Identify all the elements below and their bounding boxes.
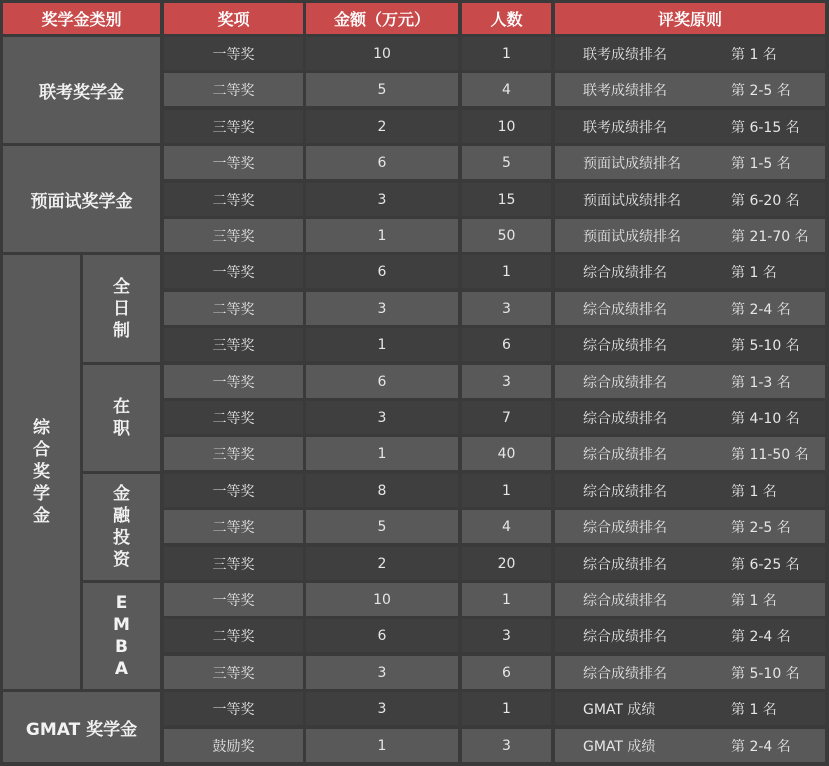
criterion-label: 联考成绩排名 bbox=[583, 119, 667, 136]
rank-label: 第 4-10 名 bbox=[731, 410, 800, 427]
criterion-label: 综合成绩排名 bbox=[583, 374, 667, 391]
award-cell: 二等奖 bbox=[164, 619, 303, 652]
amount-cell: 3 bbox=[306, 401, 458, 434]
rank-label: 第 2-5 名 bbox=[731, 519, 791, 536]
header-category: 奖学金类别 bbox=[3, 3, 160, 34]
criterion-label: GMAT 成绩 bbox=[583, 701, 656, 718]
amount-cell: 1 bbox=[306, 437, 458, 470]
criterion-label: 综合成绩排名 bbox=[583, 556, 667, 573]
criterion-cell bbox=[555, 510, 825, 543]
criterion-label: 综合成绩排名 bbox=[583, 337, 667, 354]
rank-label: 第 6-15 名 bbox=[731, 119, 800, 136]
amount-cell: 1 bbox=[306, 219, 458, 252]
criterion-label: 综合成绩排名 bbox=[583, 410, 667, 427]
amount-cell: 8 bbox=[306, 474, 458, 507]
criterion-label: 综合成绩排名 bbox=[583, 665, 667, 682]
criterion-label: 综合成绩排名 bbox=[583, 628, 667, 645]
count-cell: 1 bbox=[462, 255, 551, 288]
rank-label: 第 1 名 bbox=[731, 701, 777, 718]
group-joint-exam: 联考奖学金 bbox=[3, 37, 160, 143]
amount-cell: 6 bbox=[306, 255, 458, 288]
criterion-cell bbox=[555, 292, 825, 325]
rank-label: 第 1-5 名 bbox=[731, 155, 791, 172]
award-cell: 一等奖 bbox=[164, 692, 303, 725]
amount-cell: 3 bbox=[306, 656, 458, 689]
criterion-cell bbox=[555, 656, 825, 689]
award-cell: 一等奖 bbox=[164, 146, 303, 179]
header-amount: 金额（万元） bbox=[306, 3, 458, 34]
rank-label: 第 5-10 名 bbox=[731, 665, 800, 682]
rank-label: 第 1 名 bbox=[731, 264, 777, 281]
criterion-cell bbox=[555, 146, 825, 179]
rank-label: 第 1-3 名 bbox=[731, 374, 791, 391]
count-cell: 6 bbox=[462, 328, 551, 361]
criterion-cell bbox=[555, 219, 825, 252]
award-cell: 三等奖 bbox=[164, 656, 303, 689]
criterion-cell bbox=[555, 328, 825, 361]
count-cell: 15 bbox=[462, 183, 551, 216]
count-cell: 5 bbox=[462, 146, 551, 179]
award-cell: 三等奖 bbox=[164, 547, 303, 580]
criterion-label: GMAT 成绩 bbox=[583, 738, 656, 755]
rank-label: 第 5-10 名 bbox=[731, 337, 800, 354]
criterion-cell bbox=[555, 183, 825, 216]
criterion-label: 预面试成绩排名 bbox=[583, 155, 681, 172]
count-cell: 40 bbox=[462, 437, 551, 470]
subgroup-emba: E M B A bbox=[83, 583, 160, 689]
amount-cell: 2 bbox=[306, 110, 458, 143]
header-award: 奖项 bbox=[164, 3, 303, 34]
rank-label: 第 2-4 名 bbox=[731, 628, 791, 645]
criterion-cell bbox=[555, 365, 825, 398]
award-cell: 三等奖 bbox=[164, 437, 303, 470]
award-cell: 三等奖 bbox=[164, 110, 303, 143]
award-cell: 二等奖 bbox=[164, 510, 303, 543]
count-cell: 3 bbox=[462, 292, 551, 325]
rank-label: 第 2-5 名 bbox=[731, 82, 791, 99]
criterion-label: 综合成绩排名 bbox=[583, 519, 667, 536]
subgroup-part-time: 在 职 bbox=[83, 365, 160, 471]
award-cell: 一等奖 bbox=[164, 583, 303, 616]
award-cell: 一等奖 bbox=[164, 474, 303, 507]
award-cell: 二等奖 bbox=[164, 73, 303, 106]
criterion-label: 综合成绩排名 bbox=[583, 446, 667, 463]
amount-cell: 10 bbox=[306, 37, 458, 70]
award-cell: 鼓励奖 bbox=[164, 729, 303, 762]
rank-label: 第 1 名 bbox=[731, 592, 777, 609]
amount-cell: 2 bbox=[306, 547, 458, 580]
rank-label: 第 2-4 名 bbox=[731, 301, 791, 318]
count-cell: 7 bbox=[462, 401, 551, 434]
rank-label: 第 1 名 bbox=[731, 46, 777, 63]
criterion-label: 综合成绩排名 bbox=[583, 301, 667, 318]
amount-cell: 3 bbox=[306, 183, 458, 216]
count-cell: 6 bbox=[462, 656, 551, 689]
rank-label: 第 6-20 名 bbox=[731, 192, 800, 209]
count-cell: 1 bbox=[462, 474, 551, 507]
criterion-cell bbox=[555, 73, 825, 106]
rank-label: 第 1 名 bbox=[731, 483, 777, 500]
award-cell: 三等奖 bbox=[164, 219, 303, 252]
criterion-label: 综合成绩排名 bbox=[583, 483, 667, 500]
amount-cell: 3 bbox=[306, 692, 458, 725]
amount-cell: 10 bbox=[306, 583, 458, 616]
criterion-cell bbox=[555, 255, 825, 288]
count-cell: 4 bbox=[462, 73, 551, 106]
criterion-label: 综合成绩排名 bbox=[583, 592, 667, 609]
count-cell: 3 bbox=[462, 619, 551, 652]
count-cell: 50 bbox=[462, 219, 551, 252]
criterion-cell bbox=[555, 401, 825, 434]
amount-cell: 1 bbox=[306, 729, 458, 762]
criterion-cell bbox=[555, 729, 825, 762]
criterion-cell bbox=[555, 437, 825, 470]
rank-label: 第 6-25 名 bbox=[731, 556, 800, 573]
rank-label: 第 11-50 名 bbox=[731, 446, 809, 463]
amount-cell: 6 bbox=[306, 365, 458, 398]
count-cell: 3 bbox=[462, 365, 551, 398]
criterion-cell bbox=[555, 37, 825, 70]
amount-cell: 5 bbox=[306, 73, 458, 106]
criterion-cell bbox=[555, 547, 825, 580]
header-count: 人数 bbox=[462, 3, 551, 34]
criterion-cell bbox=[555, 583, 825, 616]
subgroup-full-time: 全 日 制 bbox=[83, 255, 160, 362]
criterion-cell bbox=[555, 692, 825, 725]
award-cell: 一等奖 bbox=[164, 255, 303, 288]
award-cell: 一等奖 bbox=[164, 37, 303, 70]
award-cell: 三等奖 bbox=[164, 328, 303, 361]
amount-cell: 1 bbox=[306, 328, 458, 361]
criterion-label: 联考成绩排名 bbox=[583, 82, 667, 99]
criterion-cell bbox=[555, 619, 825, 652]
criterion-cell bbox=[555, 110, 825, 143]
group-pre-interview: 预面试奖学金 bbox=[3, 146, 160, 252]
header-criterion: 评奖原则 bbox=[555, 3, 825, 34]
amount-cell: 5 bbox=[306, 510, 458, 543]
criterion-label: 预面试成绩排名 bbox=[583, 192, 681, 209]
count-cell: 1 bbox=[462, 37, 551, 70]
award-cell: 二等奖 bbox=[164, 183, 303, 216]
count-cell: 20 bbox=[462, 547, 551, 580]
amount-cell: 3 bbox=[306, 292, 458, 325]
count-cell: 10 bbox=[462, 110, 551, 143]
rank-label: 第 21-70 名 bbox=[731, 228, 809, 245]
rank-label: 第 2-4 名 bbox=[731, 738, 791, 755]
count-cell: 3 bbox=[462, 729, 551, 762]
award-cell: 二等奖 bbox=[164, 401, 303, 434]
amount-cell: 6 bbox=[306, 146, 458, 179]
amount-cell: 6 bbox=[306, 619, 458, 652]
criterion-label: 联考成绩排名 bbox=[583, 46, 667, 63]
count-cell: 1 bbox=[462, 583, 551, 616]
count-cell: 4 bbox=[462, 510, 551, 543]
subgroup-finance: 金 融 投 资 bbox=[83, 474, 160, 580]
group-comprehensive: 综 合 奖 学 金 bbox=[3, 255, 80, 689]
award-cell: 一等奖 bbox=[164, 365, 303, 398]
criterion-label: 预面试成绩排名 bbox=[583, 228, 681, 245]
award-cell: 二等奖 bbox=[164, 292, 303, 325]
group-gmat: GMAT 奖学金 bbox=[3, 692, 160, 762]
count-cell: 1 bbox=[462, 692, 551, 725]
criterion-cell bbox=[555, 474, 825, 507]
criterion-label: 综合成绩排名 bbox=[583, 264, 667, 281]
